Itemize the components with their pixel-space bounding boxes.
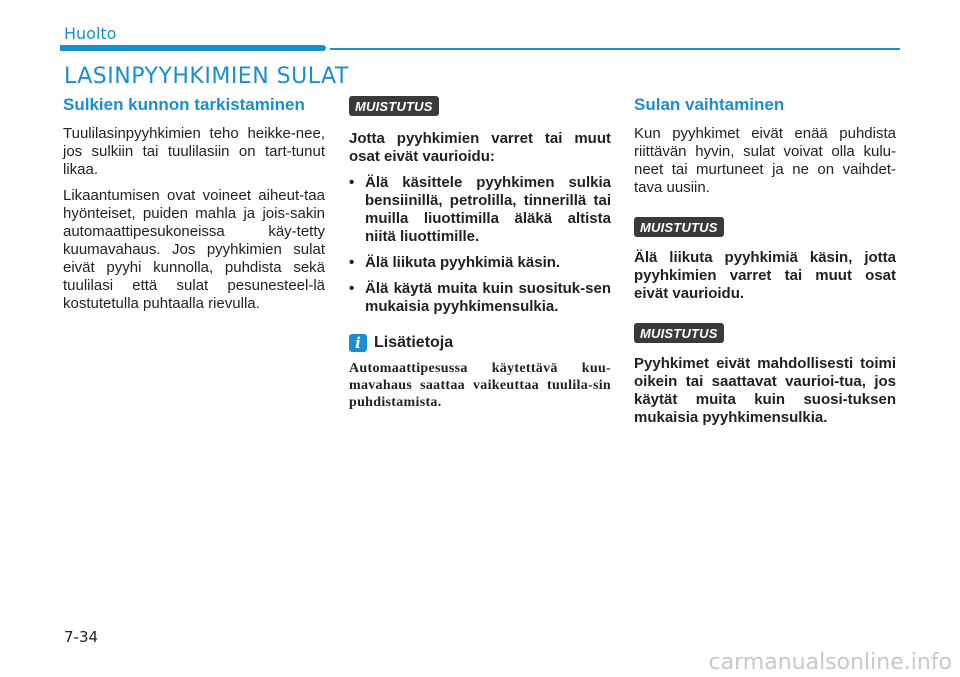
column-caution [349, 95, 611, 411]
inspection-paragraph-1: Tuulilasinpyyhkimien teho heikke-nee, jos sulkiin tai tuulilasiin on tart-tunut likaa. [63, 125, 325, 178]
list-item: • Älä käytä muita kuin suosituk-sen mukaisia pyyhkimensulkia. [349, 280, 611, 315]
replacement-paragraph: Kun pyyhkimet eivät enää puhdista riittävän hyvin, sulat voivat olla kulu-neet tai murtuneet ja ne on vaihdet-tava uusiin. [634, 125, 896, 196]
list-item: • Älä liikuta pyyhkimiä käsin. [349, 254, 561, 271]
column-replacement [634, 95, 896, 435]
caution-list [349, 174, 611, 316]
chapter-title: LASINPYYHKIMIEN SULAT [64, 64, 349, 89]
inspection-heading: Sulkien kunnon tarkistaminen [63, 95, 305, 114]
caution-badge-2: MUISTUTUS [634, 323, 724, 343]
bullet-icon: • [349, 254, 355, 271]
caution-note-1: Älä liikuta pyyhkimiä käsin, jotta pyyhkimien varret tai muut osat eivät vaurioidu. [634, 249, 896, 302]
info-icon: i [349, 334, 367, 352]
bullet-icon: • [349, 174, 355, 191]
info-title: Lisätietoja [374, 334, 454, 351]
header-rule-thick [60, 45, 326, 51]
section-label: Huolto [64, 24, 117, 43]
column-inspection [63, 95, 325, 321]
page-number: 7-34 [64, 628, 99, 646]
list-item: • Älä käsittele pyyhkimen sulkia bensiinillä, petrolilla, tinnerillä tai muilla liuottimilla äläkä altista niitä liuottimille. [349, 174, 611, 245]
inspection-paragraph-2: Likaantumisen ovat voineet aiheut-taa hyönteiset, puiden mahla ja jois-sakin automaattipesukoneissa käy-tetty kuumavahaus. Jos pyyhkimien sulat eivät pyyhi kunnolla, puhdista sekä tuulilasi että sulat pesunesteel-lä kostutetulla puhtaalla rievulla. [63, 187, 325, 312]
replacement-heading: Sulan vaihtaminen [634, 95, 785, 114]
info-text: Automaattipesussa käytettävä kuu-mavahaus saattaa vaikeuttaa tuulila-sin puhdistamista. [349, 361, 611, 410]
bullet-icon: • [349, 280, 355, 297]
header-rule-thin [330, 48, 900, 50]
caution-note-2: Pyyhkimet eivät mahdollisesti toimi oikein tai saattavat vaurioi-tua, jos käytät muita kuin suosi-tuksen mukaisia pyyhkimensulkia. [634, 355, 896, 426]
info-header [349, 334, 611, 352]
caution-badge-1: MUISTUTUS [634, 217, 724, 237]
caution-badge: MUISTUTUS [349, 96, 439, 116]
watermark: carmanualsonline.info [708, 650, 952, 675]
caution-intro: Jotta pyyhkimien varret tai muut osat eivät vaurioidu: [349, 130, 611, 165]
